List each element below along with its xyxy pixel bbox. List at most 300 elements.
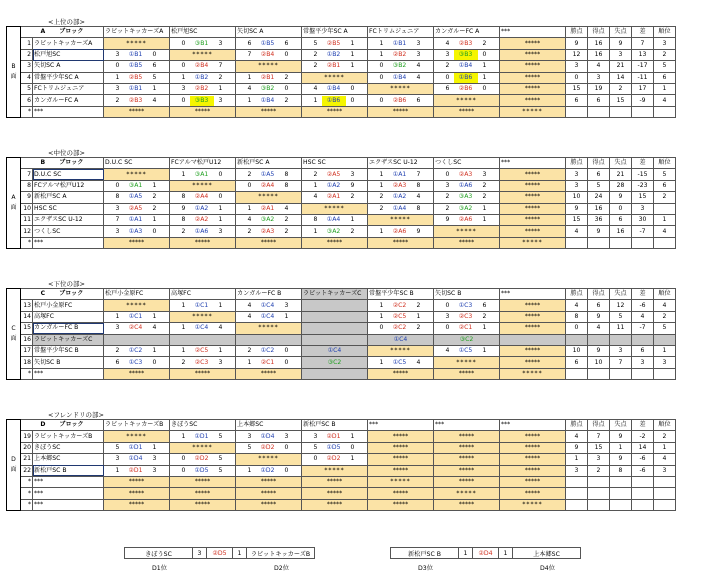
home-score: 3 [115, 85, 120, 93]
match-code: ②D1 [326, 432, 341, 440]
away-score: 0 [482, 50, 487, 58]
match-code: ①C4 [194, 324, 209, 332]
empty-cell: ***** [368, 488, 434, 499]
empty-cell: ***** [500, 49, 566, 60]
side-label-text: 面 [10, 204, 17, 212]
stat-value [654, 488, 676, 499]
match-code: ①A4 [326, 216, 341, 224]
stat-value: 0 [610, 203, 632, 214]
stat-header: 勝点 [566, 289, 588, 300]
away-score: 2 [218, 73, 223, 81]
match-code: ①A3 [128, 227, 143, 235]
stat-header: 順位 [654, 289, 676, 300]
opponent-header: 矢切SC A [236, 27, 302, 38]
match-cell [236, 203, 302, 214]
playoff-team: きぼうSC [125, 548, 193, 559]
stat-value: 4 [654, 300, 676, 311]
row-number: 16 [21, 334, 33, 345]
stat-value: 5 [654, 323, 676, 334]
empty-cell: ***** [500, 345, 566, 356]
playoff-team: ラビットキッカーズB [247, 548, 315, 559]
bye-cell [302, 334, 368, 345]
away-score: 3 [218, 39, 223, 47]
match-code: ②B4 [194, 62, 209, 70]
match-code: ①B1 [128, 85, 143, 93]
empty-cell: ***** [368, 106, 434, 117]
match-cell [236, 83, 302, 94]
team-row [7, 95, 676, 106]
header-row [7, 420, 676, 431]
stat-value: 2 [654, 192, 676, 203]
match-code: ①A1 [392, 170, 407, 178]
side-label [7, 158, 21, 249]
away-score: 7 [218, 62, 223, 70]
match-code: ③A1 [128, 181, 143, 189]
opponent-header: ラビットキッカーズC [302, 289, 368, 300]
stat-value: 24 [588, 192, 610, 203]
home-score: 1 [247, 466, 252, 474]
match-code: ③B3 [190, 96, 214, 106]
stat-value: 9 [610, 38, 632, 49]
match-code: ①D1 [128, 443, 143, 451]
match-code: ①D1 [194, 432, 209, 440]
self-cell: ***** [500, 368, 566, 379]
match-code: ②B2 [194, 85, 209, 93]
stat-value: 4 [566, 226, 588, 237]
match-code: ①C5 [458, 347, 473, 355]
home-score: 2 [181, 358, 186, 366]
stat-value: 3 [610, 49, 632, 60]
match-cell [104, 180, 170, 191]
section-title: <下位の部> [48, 280, 85, 288]
opponent-header: *** [434, 420, 500, 431]
match-cell [434, 169, 500, 180]
team-row [7, 368, 676, 379]
rank-label: D1位 [152, 565, 167, 572]
stat-header: 順位 [654, 420, 676, 431]
match-code: ③A1 [194, 170, 209, 178]
match-cell [434, 72, 500, 83]
match-code: ①A6 [458, 181, 473, 189]
self-cell: ***** [170, 311, 236, 322]
stat-value: 3 [632, 203, 654, 214]
match-code: ②A3 [392, 181, 407, 189]
away-score: 3 [152, 466, 157, 474]
bye-cell [236, 334, 302, 345]
stat-value: 9 [588, 345, 610, 356]
stat-header: 差 [632, 158, 654, 169]
match-cell [434, 180, 500, 191]
home-score: 5 [247, 443, 252, 451]
opponent-header: 矢切SC B [434, 289, 500, 300]
home-score: 2 [445, 193, 450, 201]
stat-value: 5 [588, 180, 610, 191]
stat-value: 15 [588, 442, 610, 453]
match-cell [236, 300, 302, 311]
empty-cell: ***** [434, 442, 500, 453]
team-name: エクザスSC U-12 [33, 214, 104, 225]
home-score: 0 [445, 73, 450, 81]
row-number: 9 [21, 192, 33, 203]
home-score: 1 [247, 96, 252, 104]
row-number: * [21, 106, 33, 117]
empty-cell: ***** [302, 499, 368, 510]
away-score: 6 [284, 39, 289, 47]
stat-value: 8 [566, 311, 588, 322]
away-score: 2 [152, 193, 157, 201]
match-cell [302, 38, 368, 49]
playoff-code: ②D5 [207, 548, 233, 559]
empty-cell: ***** [236, 237, 302, 248]
match-cell [236, 72, 302, 83]
match-cell [170, 345, 236, 356]
home-score: 2 [445, 62, 450, 70]
away-score: 8 [284, 170, 289, 178]
row-number: 14 [21, 311, 33, 322]
away-score: 1 [152, 312, 157, 320]
stat-value [654, 106, 676, 117]
stat-value: 9 [566, 203, 588, 214]
stat-value [632, 334, 654, 345]
match-code: ①B6 [454, 73, 478, 83]
home-score: 1 [379, 358, 384, 366]
away-score: 5 [218, 455, 223, 463]
team-row [7, 476, 676, 487]
home-score: 1 [181, 324, 186, 332]
empty-cell: ***** [368, 237, 434, 248]
side-label-text: D [11, 456, 16, 464]
away-score: 3 [482, 170, 487, 178]
away-score: 2 [284, 96, 289, 104]
away-score: 9 [350, 181, 355, 189]
away-score: 0 [218, 170, 223, 178]
empty-cell: ***** [104, 106, 170, 117]
team-row [7, 237, 676, 248]
away-score: 6 [416, 96, 421, 104]
match-code: ③A2 [458, 204, 473, 212]
stat-value: 4 [566, 300, 588, 311]
match-cell [434, 323, 500, 334]
self-cell: ***** [368, 476, 434, 487]
team-row [7, 323, 676, 334]
stat-value [588, 488, 610, 499]
away-score: 4 [284, 204, 289, 212]
opponent-header: *** [368, 420, 434, 431]
match-code: ②C1 [458, 324, 473, 332]
match-code: ①A4 [392, 204, 407, 212]
self-cell: ***** [368, 83, 434, 94]
stat-value: 4 [588, 323, 610, 334]
match-cell [170, 83, 236, 94]
away-score: 8 [284, 181, 289, 189]
match-cell [236, 169, 302, 180]
stat-header: 得点 [588, 420, 610, 431]
home-score: 1 [247, 204, 252, 212]
match-cell [170, 192, 236, 203]
row-number: 17 [21, 345, 33, 356]
team-row [7, 334, 676, 345]
empty-cell: ***** [104, 368, 170, 379]
stat-value: -7 [632, 323, 654, 334]
team-name: FCアルマ松戸U12 [33, 180, 104, 191]
home-score: 4 [247, 85, 252, 93]
home-score: 2 [115, 347, 120, 355]
stat-value: 3 [654, 465, 676, 476]
away-score: 1 [350, 39, 355, 47]
self-cell: ***** [236, 61, 302, 72]
stat-value: 2 [610, 83, 632, 94]
stat-header: 順位 [654, 158, 676, 169]
stat-value [654, 203, 676, 214]
stat-value: -9 [632, 95, 654, 106]
match-cell [170, 38, 236, 49]
playoff-right [390, 547, 581, 559]
self-cell: ***** [170, 180, 236, 191]
stat-header: 得点 [588, 27, 610, 38]
match-code: ①C3 [128, 358, 143, 366]
match-code: ①C2 [128, 347, 143, 355]
team-row [7, 465, 676, 476]
match-cell [302, 345, 368, 356]
match-code: ①D4 [128, 455, 143, 463]
team-row [7, 72, 676, 83]
home-score: 8 [181, 216, 186, 224]
side-label-text: A [11, 194, 16, 202]
stat-value [654, 368, 676, 379]
match-code: ①B2 [326, 50, 341, 58]
match-cell [302, 226, 368, 237]
team-row [7, 226, 676, 237]
header-row [7, 27, 676, 38]
match-code: ②A6 [458, 216, 473, 224]
empty-cell: ***** [500, 192, 566, 203]
empty-cell: ***** [434, 237, 500, 248]
away-score: 0 [152, 358, 157, 366]
away-score: 2 [482, 181, 487, 189]
match-cell [236, 465, 302, 476]
away-score: 1 [482, 347, 487, 355]
row-number: 13 [21, 300, 33, 311]
stat-value [654, 476, 676, 487]
self-cell: ***** [368, 214, 434, 225]
team-row [7, 203, 676, 214]
opponent-header: 松戸小金原FC [104, 289, 170, 300]
match-cell [104, 49, 170, 60]
opponent-header: 松戸旭SC [170, 27, 236, 38]
stat-value [588, 106, 610, 117]
self-cell: ***** [368, 345, 434, 356]
away-score: 2 [482, 39, 487, 47]
self-cell: ***** [302, 72, 368, 83]
stat-value: 15 [610, 95, 632, 106]
row-number: 22 [21, 465, 33, 476]
playoff-score: 1 [459, 548, 473, 559]
stat-value: 7 [632, 38, 654, 49]
stat-value [566, 237, 588, 248]
match-cell [434, 49, 500, 60]
opponent-header: *** [500, 289, 566, 300]
team-name: 常盤平少年SC B [33, 345, 104, 356]
match-cell [236, 442, 302, 453]
away-score: 0 [152, 50, 157, 58]
match-cell [434, 311, 500, 322]
block-label: ブロック [59, 159, 84, 167]
away-score: 1 [218, 347, 223, 355]
empty-cell: ***** [236, 499, 302, 510]
match-code: ①B2 [194, 73, 209, 81]
away-score: 2 [416, 324, 421, 332]
empty-cell: ***** [170, 499, 236, 510]
team-row [7, 431, 676, 442]
match-cell [170, 357, 236, 368]
opponent-header: ラビットキッカーズB [104, 420, 170, 431]
away-score: 3 [350, 170, 355, 178]
away-score: 2 [416, 301, 421, 309]
match-cell [236, 226, 302, 237]
match-cell [104, 357, 170, 368]
stat-value [632, 499, 654, 510]
team-row [7, 499, 676, 510]
stat-value: 2 [588, 465, 610, 476]
away-score: 1 [152, 347, 157, 355]
stat-value: 0 [566, 72, 588, 83]
away-score: 5 [218, 432, 223, 440]
match-cell [368, 357, 434, 368]
home-score: 0 [379, 96, 384, 104]
match-cell [170, 203, 236, 214]
away-score: 3 [152, 455, 157, 463]
match-code: ①A6 [194, 227, 209, 235]
away-score: 0 [284, 358, 289, 366]
match-code: ③B3 [454, 50, 478, 60]
stat-value: 6 [566, 95, 588, 106]
match-code: ③B2 [260, 85, 275, 93]
match-cell [236, 180, 302, 191]
match-cell [236, 38, 302, 49]
match-code: ②A3 [260, 227, 275, 235]
stat-header: 失点 [610, 158, 632, 169]
match-code: ②B6 [458, 85, 473, 93]
stat-value: 7 [610, 357, 632, 368]
team-name: *** [33, 106, 104, 117]
stat-value [588, 476, 610, 487]
empty-cell: ***** [302, 488, 368, 499]
match-code: ③C2 [459, 335, 474, 343]
away-score: 1 [482, 216, 487, 224]
playoff-score: 1 [499, 548, 513, 559]
empty-cell: ***** [500, 442, 566, 453]
match-cell [368, 61, 434, 72]
home-score: 1 [379, 39, 384, 47]
playoff-code: ②D4 [473, 548, 499, 559]
match-cell [104, 61, 170, 72]
match-code: ②A6 [392, 227, 407, 235]
match-code: ①A5 [128, 193, 143, 201]
stat-header: 差 [632, 420, 654, 431]
away-score: 3 [416, 39, 421, 47]
home-score: 2 [247, 347, 252, 355]
home-score: 9 [445, 216, 450, 224]
stat-value [588, 499, 610, 510]
empty-cell: ***** [104, 237, 170, 248]
match-code: ①D2 [260, 466, 275, 474]
stat-value: 14 [632, 442, 654, 453]
team-name: 松戸小金原FC [33, 300, 104, 311]
team-name: 矢切SC B [33, 357, 104, 368]
team-name: FCトリムジュニア [33, 83, 104, 94]
stat-value: 28 [610, 180, 632, 191]
match-cell [104, 465, 170, 476]
match-cell [434, 192, 500, 203]
away-score: 4 [416, 62, 421, 70]
team-name: *** [33, 476, 104, 487]
away-score: 3 [284, 432, 289, 440]
stat-value: 16 [588, 49, 610, 60]
stat-value: -11 [632, 72, 654, 83]
empty-cell: ***** [434, 431, 500, 442]
away-score: 5 [152, 73, 157, 81]
bye-cell [104, 334, 170, 345]
match-code: ②B1 [326, 62, 341, 70]
stat-value [654, 237, 676, 248]
home-score: 1 [247, 358, 252, 366]
stat-value: 15 [566, 83, 588, 94]
away-score: 2 [482, 193, 487, 201]
opponent-header: 高塚FC [170, 289, 236, 300]
opponent-header: カンガルーFC B [236, 289, 302, 300]
empty-cell: ***** [170, 488, 236, 499]
empty-cell: ***** [170, 106, 236, 117]
home-score: 3 [181, 85, 186, 93]
home-score: 5 [313, 39, 318, 47]
home-score: 0 [445, 324, 450, 332]
home-score: 5 [313, 443, 318, 451]
home-score: 1 [379, 227, 384, 235]
away-score: 4 [152, 324, 157, 332]
home-score: 2 [247, 170, 252, 178]
team-name: 上本郷SC [33, 454, 104, 465]
away-score: 9 [416, 227, 421, 235]
empty-cell: ***** [500, 169, 566, 180]
opponent-header: D.U.C SC [104, 158, 170, 169]
empty-cell: ***** [368, 499, 434, 510]
home-score: 0 [445, 170, 450, 178]
home-score: 4 [445, 347, 450, 355]
empty-cell: ***** [500, 323, 566, 334]
away-score: 8 [416, 181, 421, 189]
away-score: 2 [350, 227, 355, 235]
empty-cell: ***** [170, 237, 236, 248]
match-code: ①B6 [322, 96, 346, 106]
team-row [7, 169, 676, 180]
away-score: 2 [284, 73, 289, 81]
home-score: 3 [115, 455, 120, 463]
match-cell [104, 95, 170, 106]
stat-value [654, 334, 676, 345]
away-score: 1 [482, 62, 487, 70]
home-score: 8 [181, 193, 186, 201]
match-code: ①C3 [458, 301, 473, 309]
stat-value: 6 [632, 345, 654, 356]
empty-cell: ***** [500, 300, 566, 311]
stat-value: 3 [566, 180, 588, 191]
stat-value: 1 [654, 83, 676, 94]
self-cell: ***** [104, 431, 170, 442]
stat-value: 6 [654, 72, 676, 83]
row-number: * [21, 476, 33, 487]
team-name: 松戸旭SC [33, 49, 104, 60]
team-name: *** [33, 237, 104, 248]
